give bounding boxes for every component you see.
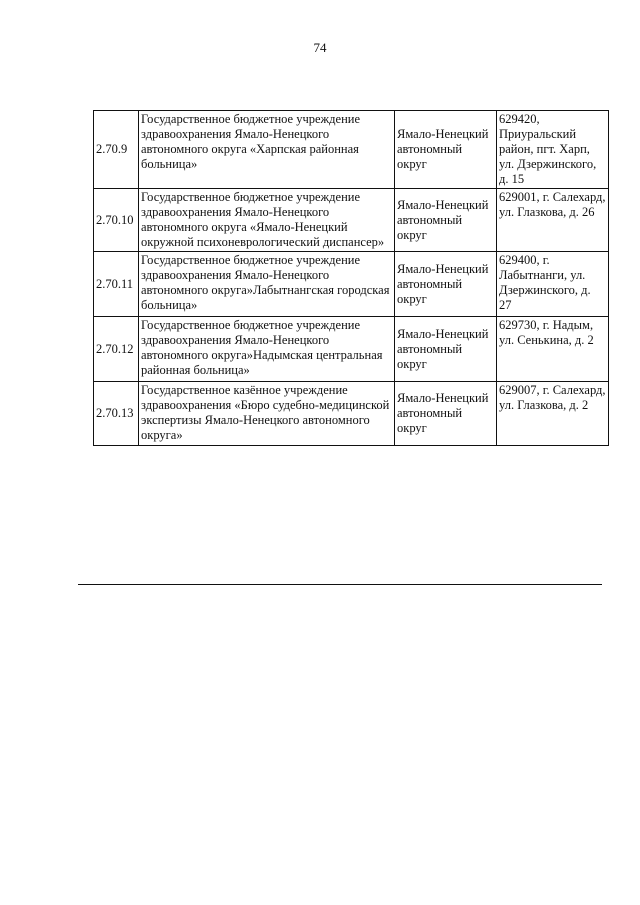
table-row <box>94 382 609 446</box>
table-row <box>94 189 609 252</box>
row-number: 2.70.11 <box>94 252 139 317</box>
institution-name: Государственное бюджетное учреждение здравоохранения Ямало-Ненецкого автономного округа «Ямало-Ненецкий окружной психоневрологический диспансер» <box>139 189 395 252</box>
institution-name: Государственное казённое учреждение здравоохранения «Бюро судебно-медицинской экспертизы Ямало-Ненецкого автономного округа» <box>139 382 395 446</box>
region: Ямало-Ненецкий автономный округ <box>395 111 497 189</box>
institution-name: Государственное бюджетное учреждение здравоохранения Ямало-Ненецкого автономного округа «Харпская районная больница» <box>139 111 395 189</box>
address: 629730, г. Надым, ул. Сенькина, д. 2 <box>497 317 609 382</box>
table-row <box>94 317 609 382</box>
page-number: 74 <box>313 40 327 55</box>
row-number: 2.70.9 <box>94 111 139 189</box>
row-number: 2.70.10 <box>94 189 139 252</box>
region: Ямало-Ненецкий автономный округ <box>395 189 497 252</box>
row-number: 2.70.12 <box>94 317 139 382</box>
address: 629400, г. Лабытнанги, ул. Дзержинского, д. 27 <box>497 252 609 317</box>
region: Ямало-Ненецкий автономный округ <box>395 382 497 446</box>
institutions-table <box>93 110 609 446</box>
row-number: 2.70.13 <box>94 382 139 446</box>
table-row <box>94 252 609 317</box>
institution-name: Государственное бюджетное учреждение здравоохранения Ямало-Ненецкого автономного округа»Лабытнангская городская больница» <box>139 252 395 317</box>
region: Ямало-Ненецкий автономный округ <box>395 317 497 382</box>
address: 629420, Приуральский район, пгт. Харп, ул. Дзержинского, д. 15 <box>497 111 609 189</box>
region: Ямало-Ненецкий автономный округ <box>395 252 497 317</box>
institution-name: Государственное бюджетное учреждение здравоохранения Ямало-Ненецкого автономного округа»Надымская центральная районная больница» <box>139 317 395 382</box>
horizontal-rule <box>78 584 602 585</box>
address: 629007, г. Салехард, ул. Глазкова, д. 2 <box>497 382 609 446</box>
address: 629001, г. Салехард, ул. Глазкова, д. 26 <box>497 189 609 252</box>
table-row <box>94 111 609 189</box>
